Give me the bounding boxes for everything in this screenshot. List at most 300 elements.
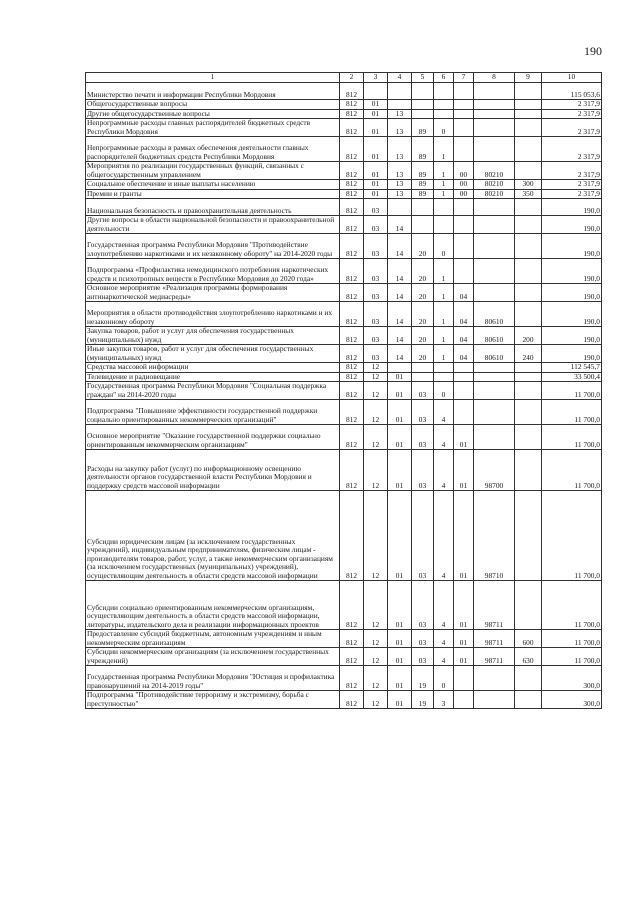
row-gov-code: 812 — [340, 162, 364, 180]
row-program: 03 — [412, 425, 434, 450]
row-measure — [454, 100, 474, 110]
row-subprogram: 0 — [434, 234, 454, 259]
row-direction: 98710 — [474, 491, 515, 581]
row-direction — [474, 666, 515, 691]
row-measure: 04 — [454, 327, 474, 345]
row-subprogram: 4 — [434, 648, 454, 666]
row-program: 03 — [412, 491, 434, 581]
row-measure: 00 — [454, 189, 474, 199]
row-measure: 00 — [454, 180, 474, 190]
row-name: Подпрограмма "Повышение эффективности государственной поддержки социально ориентированных некоммерческих организаций" — [86, 400, 340, 425]
row-expense-type — [515, 581, 542, 630]
row-section: 03 — [364, 199, 388, 216]
row-amount: 2 317,9 — [542, 189, 602, 199]
row-gov-code: 812 — [340, 199, 364, 216]
row-subprogram: 4 — [434, 425, 454, 450]
row-expense-type — [515, 284, 542, 302]
row-name: Другие общегосударственные вопросы — [86, 109, 340, 119]
row-gov-code: 812 — [340, 100, 364, 110]
row-subprogram: 1 — [434, 327, 454, 345]
row-expense-type — [515, 666, 542, 691]
row-program: 20 — [412, 259, 434, 284]
row-name: Основное мероприятие "Оказание государственной поддержки социально ориентированным некоммерческим организациям" — [86, 425, 340, 450]
row-section: 12 — [364, 691, 388, 709]
row-section: 12 — [364, 630, 388, 648]
row-section: 03 — [364, 345, 388, 363]
row-amount: 2 317,9 — [542, 162, 602, 180]
row-amount: 11 700,0 — [542, 648, 602, 666]
row-section: 01 — [364, 100, 388, 110]
row-subprogram — [434, 363, 454, 373]
row-expense-type — [515, 199, 542, 216]
row-amount: 190,0 — [542, 345, 602, 363]
row-section: 12 — [364, 666, 388, 691]
row-measure — [454, 372, 474, 382]
row-program: 89 — [412, 180, 434, 190]
budget-table — [85, 72, 602, 709]
table-row — [86, 284, 602, 302]
row-name: Непрограммные расходы главных распорядителей бюджетных средств Республики Мордовия — [86, 119, 340, 137]
row-subprogram — [434, 83, 454, 100]
row-expense-type — [515, 162, 542, 180]
row-direction: 80210 — [474, 180, 515, 190]
row-measure: 00 — [454, 162, 474, 180]
row-section: 12 — [364, 425, 388, 450]
row-expense-type — [515, 234, 542, 259]
row-measure: 04 — [454, 284, 474, 302]
row-gov-code: 812 — [340, 109, 364, 119]
row-gov-code: 812 — [340, 581, 364, 630]
row-section: 12 — [364, 450, 388, 491]
table-row — [86, 100, 602, 110]
row-subsection: 01 — [388, 372, 412, 382]
row-program — [412, 109, 434, 119]
row-subsection: 14 — [388, 234, 412, 259]
row-expense-type — [515, 400, 542, 425]
row-amount: 112 545,7 — [542, 363, 602, 373]
row-expense-type — [515, 137, 542, 162]
table-row — [86, 259, 602, 284]
row-amount: 33 500,4 — [542, 372, 602, 382]
row-amount: 2 317,9 — [542, 137, 602, 162]
row-subsection — [388, 363, 412, 373]
row-measure: 01 — [454, 425, 474, 450]
row-measure — [454, 234, 474, 259]
row-name: Мероприятия в области противодействия злоупотреблению наркотиками и их незаконному обороту — [86, 302, 340, 327]
row-gov-code: 812 — [340, 327, 364, 345]
row-amount: 2 317,9 — [542, 119, 602, 137]
row-program: 20 — [412, 284, 434, 302]
row-subsection: 14 — [388, 284, 412, 302]
row-section: 01 — [364, 137, 388, 162]
table-row — [86, 234, 602, 259]
table-row — [86, 109, 602, 119]
column-header: 9 — [515, 73, 542, 83]
row-expense-type — [515, 83, 542, 100]
row-amount: 190,0 — [542, 199, 602, 216]
row-program: 89 — [412, 119, 434, 137]
header-row — [86, 73, 602, 83]
row-subprogram: 1 — [434, 189, 454, 199]
row-program: 03 — [412, 382, 434, 400]
row-section: 01 — [364, 180, 388, 190]
row-gov-code: 812 — [340, 450, 364, 491]
page-number: 190 — [584, 44, 602, 58]
row-amount: 190,0 — [542, 234, 602, 259]
row-program — [412, 363, 434, 373]
row-measure — [454, 691, 474, 709]
row-subprogram: 4 — [434, 491, 454, 581]
table-row — [86, 666, 602, 691]
row-direction — [474, 382, 515, 400]
row-expense-type — [515, 109, 542, 119]
row-measure — [454, 382, 474, 400]
row-section: 01 — [364, 109, 388, 119]
table-row — [86, 83, 602, 100]
row-amount: 11 700,0 — [542, 425, 602, 450]
row-program: 20 — [412, 234, 434, 259]
row-direction — [474, 234, 515, 259]
row-subprogram: 0 — [434, 119, 454, 137]
row-gov-code: 812 — [340, 119, 364, 137]
row-name: Национальная безопасность и правоохранительная деятельность — [86, 199, 340, 216]
row-subprogram: 1 — [434, 284, 454, 302]
row-program: 19 — [412, 666, 434, 691]
row-amount: 2 317,9 — [542, 180, 602, 190]
row-measure — [454, 109, 474, 119]
row-name: Подпрограмма «Профилактика немедицинского потребления наркотических средств и психотропных веществ в Республике Мордовия до 2020 года» — [86, 259, 340, 284]
row-gov-code: 812 — [340, 189, 364, 199]
column-header: 3 — [364, 73, 388, 83]
row-direction — [474, 83, 515, 100]
row-subprogram — [434, 372, 454, 382]
row-measure: 04 — [454, 302, 474, 327]
row-program — [412, 216, 434, 234]
row-name: Основное мероприятие «Реализация программы формирования антинаркотической медиасреды» — [86, 284, 340, 302]
row-name: Общегосударственные вопросы — [86, 100, 340, 110]
row-direction — [474, 100, 515, 110]
row-measure — [454, 216, 474, 234]
row-subprogram: 4 — [434, 450, 454, 491]
row-section: 12 — [364, 648, 388, 666]
row-program: 03 — [412, 450, 434, 491]
row-name: Предоставление субсидий бюджетным, автономным учреждениям и иным некоммерческим организациям — [86, 630, 340, 648]
row-amount: 11 700,0 — [542, 382, 602, 400]
row-program — [412, 372, 434, 382]
row-subsection: 01 — [388, 630, 412, 648]
row-section: 01 — [364, 162, 388, 180]
row-expense-type — [515, 491, 542, 581]
table-row — [86, 491, 602, 581]
row-program — [412, 83, 434, 100]
row-subsection: 14 — [388, 216, 412, 234]
row-subsection: 13 — [388, 119, 412, 137]
row-subprogram — [434, 100, 454, 110]
table-row — [86, 302, 602, 327]
row-program: 20 — [412, 327, 434, 345]
row-section: 12 — [364, 372, 388, 382]
row-amount: 2 317,9 — [542, 109, 602, 119]
row-name: Иные закупки товаров, работ и услуг для обеспечения государственных (муниципальных) нужд — [86, 345, 340, 363]
row-gov-code: 812 — [340, 259, 364, 284]
row-subsection: 13 — [388, 180, 412, 190]
row-program: 03 — [412, 648, 434, 666]
row-expense-type — [515, 216, 542, 234]
row-subsection — [388, 83, 412, 100]
row-program: 89 — [412, 189, 434, 199]
row-subprogram: 4 — [434, 581, 454, 630]
row-gov-code: 812 — [340, 137, 364, 162]
row-subsection: 13 — [388, 162, 412, 180]
row-measure — [454, 666, 474, 691]
row-expense-type: 350 — [515, 189, 542, 199]
row-subsection: 01 — [388, 691, 412, 709]
row-name: Субсидии юридическим лицам (за исключением государственных учреждений), индивидуальным предпринимателям, физическим лицам - производителям товаров, работ, услуг, а также некоммерческим организациям (за исключением государственных (муниципальных) учреждений), осуществляющим деятельность в области средств массовой информации — [86, 491, 340, 581]
row-direction — [474, 363, 515, 373]
row-section: 03 — [364, 327, 388, 345]
row-subsection: 14 — [388, 345, 412, 363]
row-gov-code: 812 — [340, 400, 364, 425]
row-subprogram — [434, 199, 454, 216]
column-header: 6 — [434, 73, 454, 83]
row-gov-code: 812 — [340, 234, 364, 259]
table-row — [86, 363, 602, 373]
row-expense-type: 300 — [515, 180, 542, 190]
row-gov-code: 812 — [340, 302, 364, 327]
row-section: 03 — [364, 216, 388, 234]
row-section: 12 — [364, 363, 388, 373]
row-gov-code: 812 — [340, 648, 364, 666]
row-expense-type: 600 — [515, 630, 542, 648]
row-direction: 80610 — [474, 345, 515, 363]
row-expense-type — [515, 691, 542, 709]
table-row — [86, 648, 602, 666]
row-amount: 300,0 — [542, 691, 602, 709]
row-program: 20 — [412, 345, 434, 363]
row-subprogram: 0 — [434, 666, 454, 691]
row-subprogram: 1 — [434, 302, 454, 327]
row-section: 03 — [364, 302, 388, 327]
row-direction — [474, 199, 515, 216]
row-direction: 80610 — [474, 327, 515, 345]
row-section: 12 — [364, 491, 388, 581]
table-row — [86, 630, 602, 648]
row-section: 03 — [364, 259, 388, 284]
row-subsection: 14 — [388, 302, 412, 327]
row-expense-type — [515, 259, 542, 284]
row-amount: 11 700,0 — [542, 581, 602, 630]
row-direction — [474, 137, 515, 162]
row-expense-type — [515, 119, 542, 137]
row-name: Мероприятия по реализации государственных функций, связанных с общегосударственным управлением — [86, 162, 340, 180]
row-program: 03 — [412, 400, 434, 425]
table-row — [86, 581, 602, 630]
row-name: Социальное обеспечение и иные выплаты населению — [86, 180, 340, 190]
row-expense-type — [515, 302, 542, 327]
row-section: 12 — [364, 382, 388, 400]
row-name: Подпрограмма "Противодействие терроризму и экстремизму, борьба с преступностью" — [86, 691, 340, 709]
table-row — [86, 372, 602, 382]
row-subprogram: 3 — [434, 691, 454, 709]
row-name: Средства массовой информации — [86, 363, 340, 373]
row-amount: 300,0 — [542, 666, 602, 691]
row-subsection: 01 — [388, 450, 412, 491]
row-amount: 11 700,0 — [542, 400, 602, 425]
row-subprogram: 1 — [434, 180, 454, 190]
row-direction — [474, 216, 515, 234]
row-amount: 190,0 — [542, 302, 602, 327]
row-subsection: 13 — [388, 137, 412, 162]
row-program — [412, 199, 434, 216]
table-row — [86, 382, 602, 400]
column-header: 7 — [454, 73, 474, 83]
row-section: 12 — [364, 581, 388, 630]
row-measure — [454, 199, 474, 216]
row-expense-type — [515, 363, 542, 373]
row-subsection: 01 — [388, 382, 412, 400]
row-direction: 98711 — [474, 630, 515, 648]
row-direction — [474, 691, 515, 709]
table-row — [86, 137, 602, 162]
row-section — [364, 83, 388, 100]
row-gov-code: 812 — [340, 345, 364, 363]
row-name: Государственная программа Республики Мордовия "Юстиция и профилактика правонарушений на 2014-2019 годы" — [86, 666, 340, 691]
table-row — [86, 345, 602, 363]
row-subprogram: 0 — [434, 382, 454, 400]
row-direction — [474, 284, 515, 302]
row-section: 03 — [364, 234, 388, 259]
column-header: 2 — [340, 73, 364, 83]
row-expense-type — [515, 425, 542, 450]
row-measure: 01 — [454, 450, 474, 491]
row-measure — [454, 259, 474, 284]
row-expense-type — [515, 100, 542, 110]
column-header: 10 — [542, 73, 602, 83]
row-amount: 190,0 — [542, 259, 602, 284]
row-program: 89 — [412, 162, 434, 180]
row-amount: 190,0 — [542, 284, 602, 302]
row-measure — [454, 137, 474, 162]
row-direction — [474, 109, 515, 119]
row-expense-type: 240 — [515, 345, 542, 363]
table-row — [86, 162, 602, 180]
table-row — [86, 199, 602, 216]
row-gov-code: 812 — [340, 666, 364, 691]
row-subsection: 01 — [388, 400, 412, 425]
row-direction — [474, 400, 515, 425]
row-section: 12 — [364, 400, 388, 425]
row-name: Непрограммные расходы в рамках обеспечения деятельности главных распорядителей бюджетных средств Республики Мордовия — [86, 137, 340, 162]
row-direction: 80210 — [474, 189, 515, 199]
row-gov-code: 812 — [340, 83, 364, 100]
row-gov-code: 812 — [340, 180, 364, 190]
row-subprogram — [434, 109, 454, 119]
row-subprogram: 4 — [434, 630, 454, 648]
row-expense-type: 200 — [515, 327, 542, 345]
row-gov-code: 812 — [340, 372, 364, 382]
column-header: 5 — [412, 73, 434, 83]
row-amount: 11 700,0 — [542, 491, 602, 581]
table-row — [86, 425, 602, 450]
row-direction — [474, 425, 515, 450]
row-program: 20 — [412, 302, 434, 327]
row-section: 03 — [364, 284, 388, 302]
table-body — [86, 83, 602, 709]
row-gov-code: 812 — [340, 425, 364, 450]
row-name: Государственная программа Республики Мордовия "Противодействие злоупотреблению наркотиками и их незаконному обороту" на 2014-2020 годы — [86, 234, 340, 259]
row-subprogram: 1 — [434, 259, 454, 284]
table-row — [86, 119, 602, 137]
row-amount: 2 317,9 — [542, 100, 602, 110]
row-direction — [474, 372, 515, 382]
row-section: 01 — [364, 119, 388, 137]
row-name: Закупка товаров, работ и услуг для обеспечения государственных (муниципальных) нужд — [86, 327, 340, 345]
row-measure — [454, 83, 474, 100]
row-name: Министерство печати и информации Республики Мордовия — [86, 83, 340, 100]
row-amount: 190,0 — [542, 216, 602, 234]
row-name: Премии и гранты — [86, 189, 340, 199]
row-subprogram — [434, 216, 454, 234]
row-subsection — [388, 199, 412, 216]
row-subsection: 13 — [388, 189, 412, 199]
row-measure: 01 — [454, 581, 474, 630]
row-subsection: 01 — [388, 425, 412, 450]
row-program — [412, 100, 434, 110]
row-subprogram: 1 — [434, 137, 454, 162]
row-direction: 80210 — [474, 162, 515, 180]
table-row — [86, 327, 602, 345]
table-row — [86, 216, 602, 234]
row-subsection — [388, 100, 412, 110]
row-direction — [474, 119, 515, 137]
row-expense-type — [515, 450, 542, 491]
row-name: Субсидии социально ориентированным некоммерческим организациям, осуществляющим деятельность в области средств массовой информации, литературы, издательского дела и реализации информационных проектов — [86, 581, 340, 630]
row-expense-type: 630 — [515, 648, 542, 666]
row-subprogram: 1 — [434, 345, 454, 363]
row-section: 01 — [364, 189, 388, 199]
row-program: 89 — [412, 137, 434, 162]
table-row — [86, 400, 602, 425]
row-direction: 98711 — [474, 581, 515, 630]
row-gov-code: 812 — [340, 363, 364, 373]
row-subsection: 01 — [388, 666, 412, 691]
row-measure: 04 — [454, 345, 474, 363]
row-direction — [474, 259, 515, 284]
row-gov-code: 812 — [340, 491, 364, 581]
row-name: Государственная программа Республики Мордовия "Социальная поддержка граждан" на 2014-2020 годы — [86, 382, 340, 400]
row-gov-code: 812 — [340, 216, 364, 234]
row-measure — [454, 119, 474, 137]
row-amount: 11 700,0 — [542, 450, 602, 491]
row-measure: 01 — [454, 491, 474, 581]
row-amount: 11 700,0 — [542, 630, 602, 648]
row-subsection: 01 — [388, 581, 412, 630]
column-header: 8 — [474, 73, 515, 83]
row-subsection: 13 — [388, 109, 412, 119]
row-program: 19 — [412, 691, 434, 709]
row-direction: 98711 — [474, 648, 515, 666]
row-gov-code: 812 — [340, 630, 364, 648]
row-direction: 98700 — [474, 450, 515, 491]
row-program: 03 — [412, 630, 434, 648]
row-subsection: 14 — [388, 259, 412, 284]
row-subsection: 14 — [388, 327, 412, 345]
row-expense-type — [515, 372, 542, 382]
row-measure — [454, 400, 474, 425]
row-amount: 115 053,6 — [542, 83, 602, 100]
row-gov-code: 812 — [340, 284, 364, 302]
row-amount: 190,0 — [542, 327, 602, 345]
